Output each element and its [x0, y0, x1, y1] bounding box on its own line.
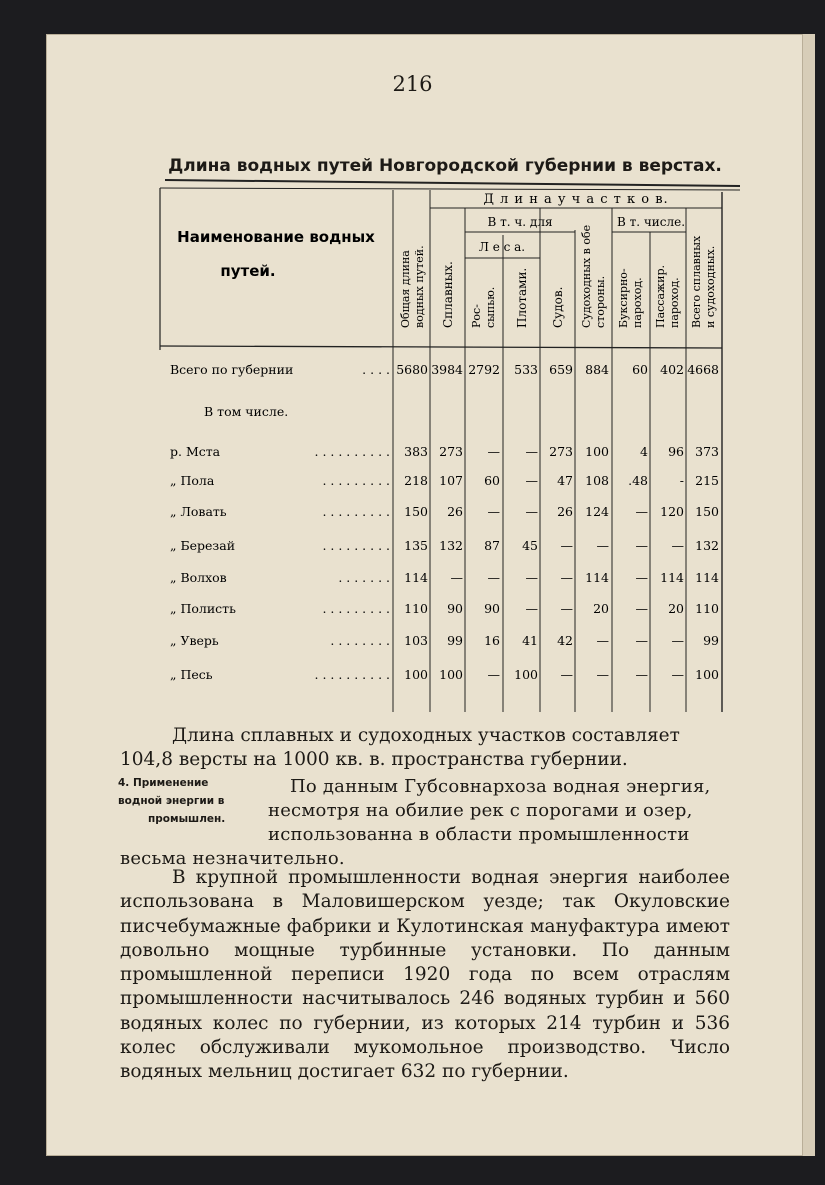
- cell-r7-c3: —: [525, 601, 538, 616]
- cell-r9-c3: 100: [514, 667, 538, 682]
- cell-r0-c2: 2792: [468, 362, 500, 377]
- row-name-7: „ Полисть: [170, 601, 236, 616]
- cell-r5-c5: —: [596, 538, 609, 553]
- cell-r5-c0: 135: [404, 538, 428, 553]
- cell-r3-c1: 107: [439, 473, 463, 488]
- paragraph-1: [120, 724, 730, 773]
- row-dots-0: . . . .: [362, 362, 390, 377]
- cell-r9-c6: —: [635, 667, 648, 682]
- cell-r9-c2: —: [487, 667, 500, 682]
- cell-r5-c4: —: [560, 538, 573, 553]
- cell-r8-c1: 99: [447, 633, 463, 648]
- cell-r3-c4: 47: [557, 473, 573, 488]
- cell-r6-c5: 114: [585, 570, 609, 585]
- cell-r7-c1: 90: [447, 601, 463, 616]
- cell-r8-c0: 103: [404, 633, 428, 648]
- cell-r2-c6: 4: [640, 444, 648, 459]
- paragraph-2-line-3: использованна в области промышленности: [268, 824, 690, 845]
- row-name-8: „ Уверь: [170, 633, 219, 648]
- cell-r7-c2: 90: [484, 601, 500, 616]
- table-title: Длина водных путей Новгородской губернии в верстах.: [168, 156, 722, 176]
- cell-r0-c3: 533: [514, 362, 538, 377]
- row-name-1: В том числе.: [204, 404, 289, 419]
- row-dots-4: . . . . . . . . .: [322, 504, 390, 519]
- cell-r9-c0: 100: [404, 667, 428, 682]
- cell-r2-c4: 273: [549, 444, 573, 459]
- cell-r4-c6: —: [635, 504, 648, 519]
- margin-note: [118, 774, 225, 828]
- header-total-length-2: водных путей.: [413, 245, 426, 328]
- header-plotami: Плотами.: [515, 267, 529, 328]
- cell-r9-c5: —: [596, 667, 609, 682]
- cell-r7-c0: 110: [404, 601, 428, 616]
- cell-r6-c6: —: [635, 570, 648, 585]
- cell-r7-c8: 110: [695, 601, 719, 616]
- paragraph-3: В крупной промышленности водная энергия наиболее использована в Маловишерском уезде; так Окуловские писчебумажные фабрики и Кулотинская мануфактура имеют довольно мощные турбинные установки. По данным промышленной переписи 1920 года по всем отраслям промышленности насчитывалось 246 водяных турбин и 560 водяных колес по губернии, из которых 214 турбин и 536 колес обслуживали мукомольное производство. Число водяных мельниц достигает 632 по губернии.: [120, 867, 730, 1083]
- margin-note-line-3: промышлен.: [148, 813, 226, 825]
- cell-r2-c7: 96: [668, 444, 684, 459]
- paragraph-2-line-4: весьма незначительно.: [120, 848, 345, 869]
- cell-r0-c0: 5680: [396, 362, 428, 377]
- margin-note-line-2: водной энергии в: [118, 795, 225, 807]
- row-dots-5: . . . . . . . . .: [322, 538, 390, 553]
- cell-r3-c8: 215: [695, 473, 719, 488]
- header-passazhir-1: Пассажир.: [654, 264, 667, 328]
- cell-r5-c2: 87: [484, 538, 500, 553]
- cell-r4-c8: 150: [695, 504, 719, 519]
- paragraph-2-line-2: несмотря на обилие рек с порогами и озер,: [268, 800, 693, 821]
- cell-r2-c0: 383: [404, 444, 428, 459]
- name-col-header-2: путей.: [220, 262, 276, 280]
- header-buksirno-1: Буксирно-: [617, 268, 630, 328]
- cell-r9-c4: —: [560, 667, 573, 682]
- cell-r4-c0: 150: [404, 504, 428, 519]
- cell-r3-c3: —: [525, 473, 538, 488]
- cell-r0-c7: 402: [660, 362, 684, 377]
- cell-r4-c5: 124: [585, 504, 609, 519]
- header-rossypyu-2: сыпью.: [484, 286, 497, 328]
- cell-r3-c0: 218: [404, 473, 428, 488]
- row-name-5: „ Березай: [170, 538, 236, 553]
- row-dots-2: . . . . . . . . . .: [314, 444, 390, 459]
- cell-r5-c1: 132: [439, 538, 463, 553]
- cell-r6-c0: 114: [404, 570, 428, 585]
- cell-r0-c6: 60: [632, 362, 648, 377]
- cell-r5-c7: —: [671, 538, 684, 553]
- cell-r8-c7: —: [671, 633, 684, 648]
- cell-r3-c2: 60: [484, 473, 500, 488]
- cell-r4-c1: 26: [447, 504, 463, 519]
- cell-r8-c5: —: [596, 633, 609, 648]
- header-splavnyh: Сплавных.: [441, 261, 455, 328]
- cell-r3-c5: 108: [585, 473, 609, 488]
- header-buksirno-2: пароход.: [631, 277, 644, 328]
- cell-r6-c1: —: [450, 570, 463, 585]
- header-sudohodnyh-1: Судоходных в обе: [580, 224, 593, 328]
- cell-r9-c1: 100: [439, 667, 463, 682]
- cell-r2-c5: 100: [585, 444, 609, 459]
- header-total-length-1: Общая длина: [399, 250, 412, 328]
- cell-r0-c1: 3984: [431, 362, 463, 377]
- header-vsego-1: Всего сплавных: [690, 235, 703, 328]
- cell-r6-c8: 114: [695, 570, 719, 585]
- page-number: 216: [392, 72, 433, 96]
- cell-r8-c8: 99: [703, 633, 719, 648]
- margin-note-line-1: 4. Применение: [118, 777, 209, 789]
- row-dots-6: . . . . . . .: [338, 570, 390, 585]
- paragraph-1-line-2: 104,8 версты на 1000 кв. в. пространства губернии.: [120, 749, 628, 771]
- cell-r6-c4: —: [560, 570, 573, 585]
- row-name-4: „ Ловать: [170, 504, 227, 519]
- row-dots-3: . . . . . . . . .: [322, 473, 390, 488]
- cell-r2-c1: 273: [439, 444, 463, 459]
- cell-r9-c8: 100: [695, 667, 719, 682]
- paragraph-1-line-1: Длина сплавных и судоходных участков составляет: [172, 725, 680, 746]
- cell-r9-c7: —: [671, 667, 684, 682]
- row-name-6: „ Волхов: [170, 570, 227, 585]
- cell-r4-c4: 26: [557, 504, 573, 519]
- cell-r4-c3: —: [525, 504, 538, 519]
- cell-r2-c3: —: [525, 444, 538, 459]
- cell-r3-c6: .48: [628, 473, 648, 488]
- cell-r5-c3: 45: [522, 538, 538, 553]
- cell-r5-c8: 132: [695, 538, 719, 553]
- header-sudov: Судов.: [551, 286, 565, 328]
- row-dots-7: . . . . . . . . .: [322, 601, 390, 616]
- row-dots-8: . . . . . . . .: [330, 633, 390, 648]
- cell-r8-c3: 41: [522, 633, 538, 648]
- cell-r2-c2: —: [487, 444, 500, 459]
- row-dots-9: . . . . . . . . . .: [314, 667, 390, 682]
- header-rossypyu-1: Рос-: [470, 304, 483, 328]
- cell-r3-c7: -: [679, 473, 684, 488]
- cell-r8-c2: 16: [484, 633, 500, 648]
- cell-r4-c2: —: [487, 504, 500, 519]
- cell-r6-c3: —: [525, 570, 538, 585]
- cell-r5-c6: —: [635, 538, 648, 553]
- header-sudohodnyh-2: стороны.: [594, 275, 607, 328]
- cell-r8-c6: —: [635, 633, 648, 648]
- row-name-9: „ Песь: [170, 667, 213, 682]
- paragraph-2-line-1: По данным Губсовнархоза водная энергия,: [290, 776, 711, 797]
- group-header: Д л и н а у ч а с т к о в.: [483, 192, 669, 207]
- cell-r0-c8: 4668: [687, 362, 719, 377]
- cell-r8-c4: 42: [557, 633, 573, 648]
- cell-r7-c7: 20: [668, 601, 684, 616]
- row-name-3: „ Пола: [170, 473, 215, 488]
- name-col-header-1: Наименование водных: [177, 228, 375, 246]
- cell-r0-c5: 884: [585, 362, 609, 377]
- row-name-2: р. Мста: [170, 444, 221, 459]
- sub-header-lesa: Л е с а.: [478, 240, 526, 254]
- cell-r7-c4: —: [560, 601, 573, 616]
- cell-r0-c4: 659: [549, 362, 573, 377]
- row-name-0: Всего по губернии: [170, 362, 294, 377]
- sub-header-vt-chisle: В т. числе.: [616, 215, 686, 229]
- cell-r7-c5: 20: [593, 601, 609, 616]
- sub-header-vt-ch-dlya: В т. ч. для: [487, 215, 553, 229]
- cell-r6-c2: —: [487, 570, 500, 585]
- cell-r7-c6: —: [635, 601, 648, 616]
- cell-r6-c7: 114: [660, 570, 684, 585]
- cell-r2-c8: 373: [695, 444, 719, 459]
- cell-r4-c7: 120: [660, 504, 684, 519]
- header-passazhir-2: пароход.: [668, 277, 681, 328]
- header-vsego-2: и судоходных.: [704, 245, 717, 328]
